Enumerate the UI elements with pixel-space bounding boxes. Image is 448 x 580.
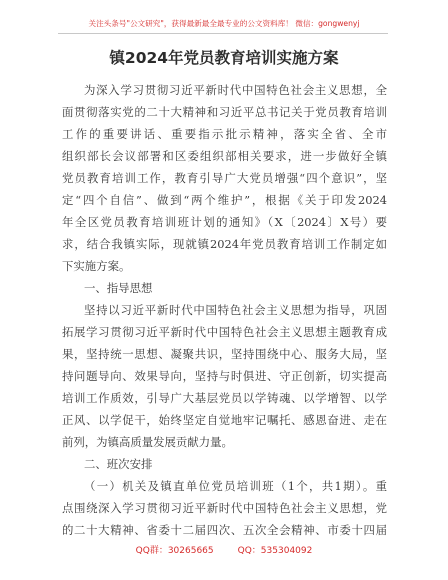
paragraph-line: （一）机关及镇直单位党员培训班（1个，共1期）。重 <box>84 479 387 493</box>
footer-qq: QQ：535304092 <box>237 546 313 556</box>
paragraph-line: 前列，为镇高质量发展贡献力量。 <box>62 435 233 449</box>
paragraph-line: 坚持以习近平新时代中国特色社会主义思想为指导，巩固 <box>84 303 387 317</box>
section-heading: 一、指导思想 <box>84 281 153 295</box>
paragraph-line: 求，结合我镇实际，现就镇2024年党员教育培训工作制定如 <box>62 237 387 251</box>
section-heading: 二、班次安排 <box>84 457 153 471</box>
header-divider <box>58 33 388 34</box>
paragraph-line: 的二十大精神、省委十二届四次、五次全会精神、市委十四届 <box>62 523 387 537</box>
paragraph-line: 持问题导向、效果导向，坚持与时俱进、守正创新，切实提高 <box>62 369 387 383</box>
paragraph-line: 面贯彻落实党的二十大精神和习近平总书记关于党员教育培训 <box>62 105 387 119</box>
footer-qq-group: QQ群：30265665 <box>135 546 214 556</box>
paragraph-line: 党员教育培训工作，教育引导广大党员增强“四个意识”，坚 <box>62 171 387 185</box>
footer-contact <box>0 545 448 557</box>
paragraph-line: 年全区党员教育培训班计划的通知》（X〔2024〕X号）要 <box>62 215 387 229</box>
paragraph-line: 正风、以学促干，始终坚定自觉地牢记嘱托、感恩奋进、走在 <box>62 413 387 427</box>
paragraph-line: 组织部长会议部署和区委组织部相关要求，进一步做好全镇 <box>62 149 387 163</box>
paragraph-line: 为深入学习贯彻习近平新时代中国特色社会主义思想，全 <box>84 83 387 97</box>
page-title: 镇2024年党员教育培训实施方案 <box>109 49 339 67</box>
paragraph-line: 定“四个自信”、做到“两个维护”，根据《关于印发2024 <box>62 193 387 207</box>
paragraph-line: 果，坚持统一思想、凝聚共识，坚持围绕中心、服务大局，坚 <box>62 347 387 361</box>
paragraph-line: 下实施方案。 <box>62 259 131 273</box>
header-banner: 关注头条号"公文研究"，获得最新最全最专业的公文资料库！ 微信：gongwenyj <box>88 19 360 28</box>
paragraph-line: 培训工作质效，引导广大基层党员以学铸魂、以学增智、以学 <box>62 391 387 405</box>
paragraph-line: 点围绕深入学习贯彻习近平新时代中国特色社会主义思想，党 <box>62 501 387 515</box>
paragraph-line: 工作的重要讲话、重要指示批示精神，落实全省、全市 <box>62 127 387 141</box>
paragraph-line: 拓展学习贯彻习近平新时代中国特色社会主义思想主题教育成 <box>62 325 387 339</box>
document-body <box>62 79 387 541</box>
